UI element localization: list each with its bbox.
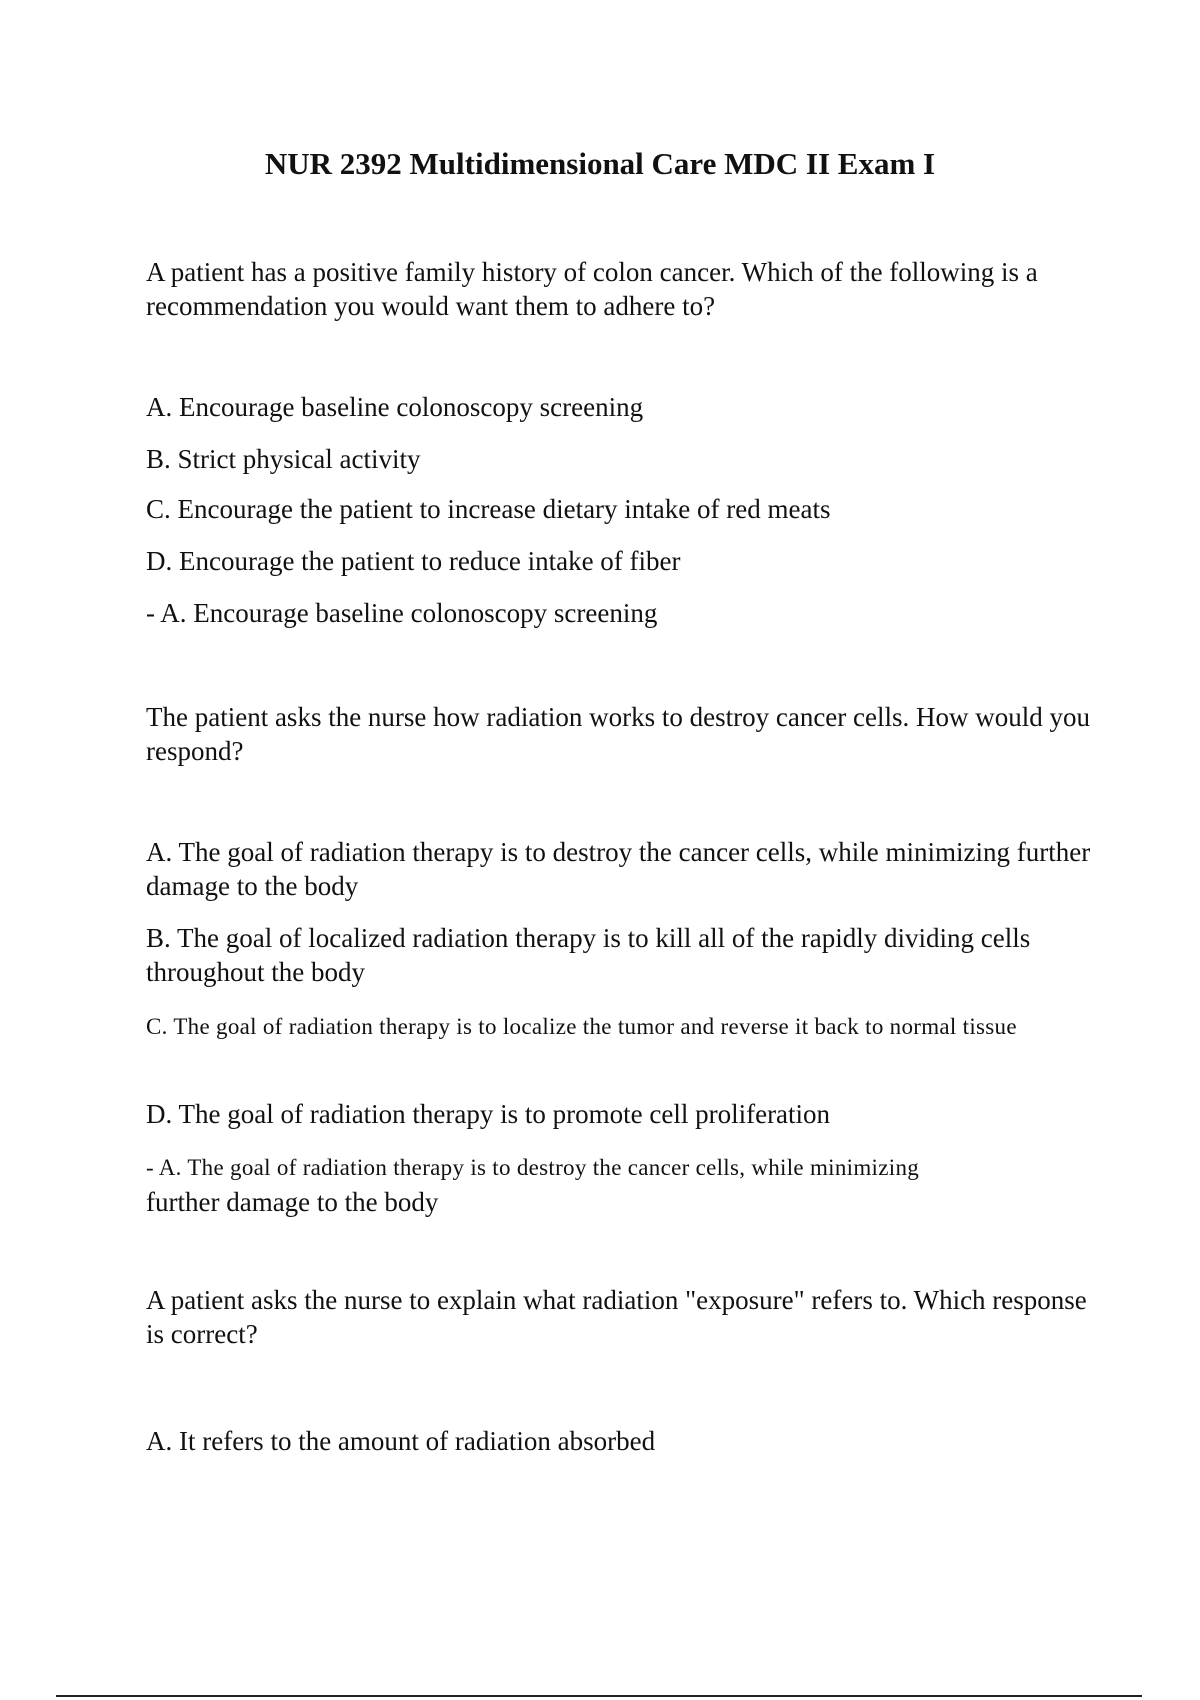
question-2-option-c: C. The goal of radiation therapy is to localize the tumor and reverse it back to normal tissue: [146, 1014, 1017, 1039]
question-1-option-c: C. Encourage the patient to increase dietary intake of red meats: [146, 494, 831, 524]
question-1-option-a: A. Encourage baseline colonoscopy screening: [146, 392, 644, 422]
question-2-answer: [146, 1149, 1096, 1219]
page-title: NUR 2392 Multidimensional Care MDC II Exam I: [264, 146, 936, 181]
question-3-option-a: A. It refers to the amount of radiation absorbed: [146, 1426, 656, 1456]
question-2-option-a: A. The goal of radiation therapy is to destroy the cancer cells, while minimizing further damage to the body: [146, 837, 1091, 901]
question-1-prompt: A patient has a positive family history of colon cancer. Which of the following is a recommendation you would want them to adhere to?: [146, 257, 1038, 321]
question-1-option-b: B. Strict physical activity: [146, 444, 421, 474]
question-2-prompt: The patient asks the nurse how radiation works to destroy cancer cells. How would you respond?: [146, 702, 1091, 766]
question-2-answer-line-2: further damage to the body: [146, 1187, 439, 1217]
page-bottom-divider: [56, 1695, 1142, 1697]
question-1-option-d: D. Encourage the patient to reduce intake of fiber: [146, 546, 681, 576]
question-2-option-b: B. The goal of localized radiation therapy is to kill all of the rapidly dividing cells throughout the body: [146, 923, 1031, 987]
question-1-answer: - A. Encourage baseline colonoscopy screening: [146, 598, 658, 628]
question-2-answer-line-1: - A. The goal of radiation therapy is to destroy the cancer cells, while minimizing: [146, 1155, 920, 1180]
question-3-prompt: A patient asks the nurse to explain what radiation "exposure" refers to. Which response is correct?: [146, 1285, 1087, 1349]
question-2-option-d: D. The goal of radiation therapy is to promote cell proliferation: [146, 1099, 831, 1129]
